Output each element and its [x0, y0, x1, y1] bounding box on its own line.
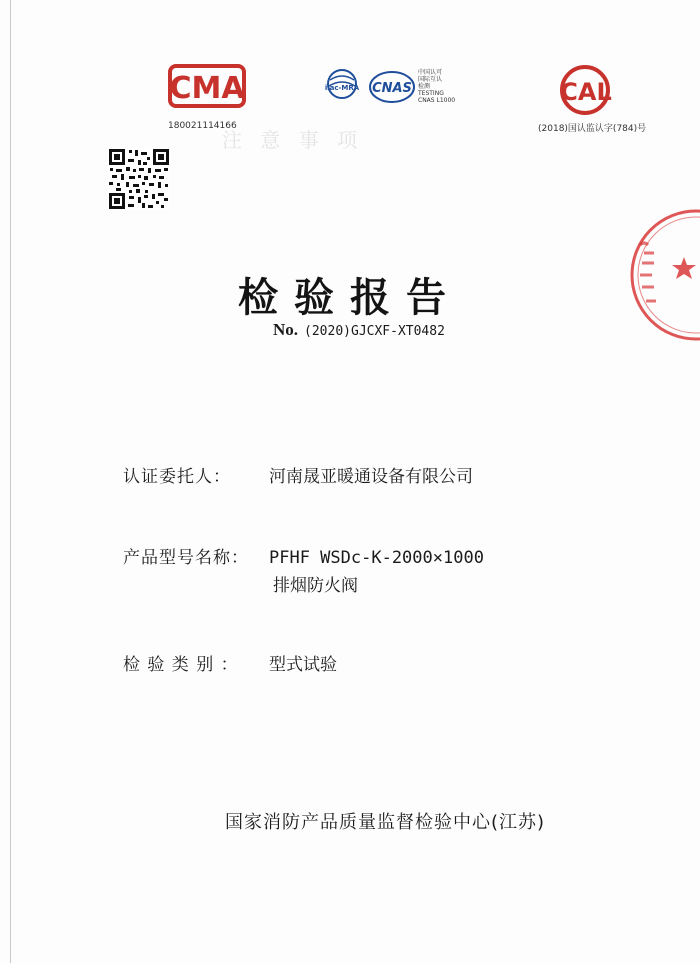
report-number-value: (2020)GJCXF-XT0482 [304, 324, 445, 339]
product-name-value: 排烟防火阀 [273, 576, 358, 596]
cnas-line-2: 国际互认 [418, 76, 443, 83]
issuing-organization: 国家消防产品质量监督检验中心(江苏) [224, 812, 546, 833]
cma-registration-number: 180021114166 [168, 121, 237, 131]
cnas-line-1: 中国认可 [418, 69, 443, 76]
qr-code[interactable] [108, 148, 170, 210]
product-field [123, 543, 484, 596]
cal-registration-number: (2018)国认监认字(784)号 [538, 124, 647, 134]
cal-logo-text: CAL [560, 78, 612, 106]
inspection-type-value: 型式试验 [269, 655, 337, 675]
cnas-accreditation-text [418, 69, 455, 104]
cnas-logo-text: CNAS [372, 81, 412, 96]
report-title: 检验报告 [238, 275, 462, 321]
ghost-notice-title: 注 意 事 项 [222, 128, 364, 152]
client-field [123, 462, 473, 487]
inspection-type-label: 检 验 类 别 ： [123, 655, 239, 675]
report-number-label: No. [273, 320, 299, 339]
report-number [273, 320, 445, 340]
cma-logo-text: CMA [169, 71, 245, 106]
ilac-logo-text: ilac-MRA [324, 84, 360, 92]
cal-logo [555, 64, 615, 118]
inspection-type-field [123, 650, 337, 675]
product-model-value: PFHF WSDc-K-2000×1000 [269, 548, 484, 568]
cnas-line-5: CNAS L1000 [418, 97, 456, 104]
client-value: 河南晟亚暖通设备有限公司 [269, 467, 473, 487]
cnas-logo [368, 70, 416, 104]
product-label: 产品型号名称： [123, 548, 249, 568]
cma-logo [168, 62, 246, 110]
cnas-line-3: 检测 [418, 83, 431, 90]
ilac-mra-logo [320, 68, 364, 104]
client-label: 认证委托人： [123, 467, 231, 487]
cnas-line-4: TESTING [418, 90, 444, 97]
